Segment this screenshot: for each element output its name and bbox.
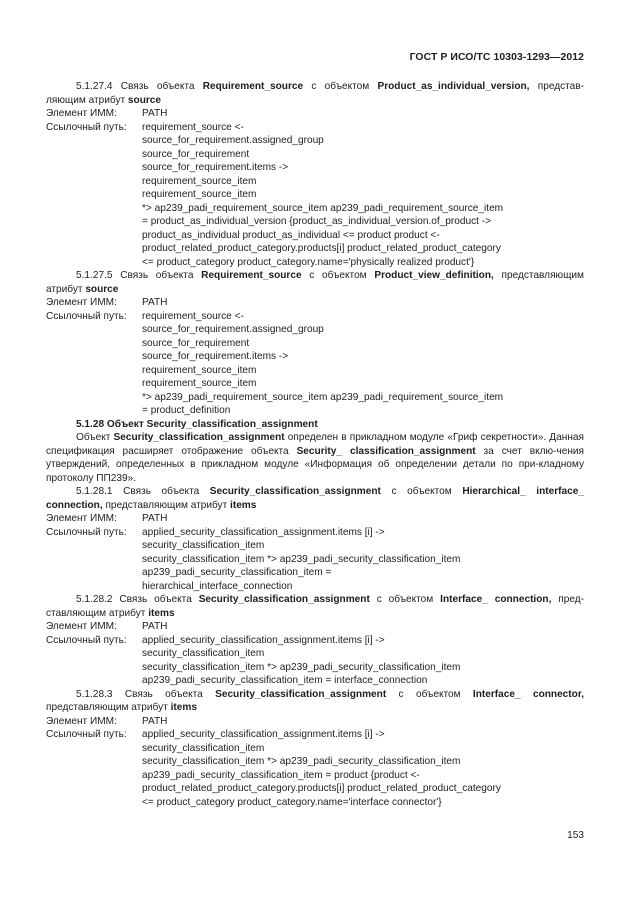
path-line: ap239_padi_security_classification_item = <box>142 567 332 578</box>
path-lines <box>142 728 501 809</box>
path-block <box>46 526 584 594</box>
path-line: ap239_padi_security_classification_item = product {product <- <box>142 769 420 781</box>
ref-path-label: Ссылочный путь: <box>46 634 127 646</box>
path-line: security_classification_item *> ap239_padi_security_classification_item <box>142 756 461 767</box>
path-block <box>46 728 584 809</box>
path-line: requirement_source <- <box>142 121 244 133</box>
text-run: с объектом <box>369 594 441 605</box>
entity-name: Interface_ connector, <box>472 688 584 700</box>
entity-name: Security_classification_assignment <box>198 594 370 605</box>
paragraph-5-1-28 <box>46 431 584 485</box>
path-line: source_for_requirement.items -> <box>142 351 289 362</box>
path-lines <box>142 310 503 418</box>
entity-name: Product_view_definition, <box>374 270 494 281</box>
paragraph-5-1-28-2 <box>46 593 584 620</box>
path-line: security_classification_item *> ap239_padi_security_classification_item <box>142 661 461 673</box>
element-label: Элемент ИММ: <box>46 715 117 727</box>
path-line: security_classification_item *> ap239_padi_security_classification_item <box>142 553 461 565</box>
text-run: представляющим атрибут <box>102 499 231 511</box>
paragraph-5-1-27-4 <box>46 80 584 107</box>
path-line: requirement_source_item <box>142 378 257 389</box>
path-line: <= product_category product_category.name='interface connector'} <box>142 796 442 808</box>
entity-name: Product_as_individual_version, <box>377 81 530 92</box>
attribute-name: source <box>127 94 162 106</box>
ref-path-label: Ссылочный путь: <box>46 729 127 740</box>
text-run: с объектом <box>386 688 473 700</box>
element-value: PATH <box>142 621 168 632</box>
text-run: 5.1.28.1 Связь объекта <box>76 486 210 497</box>
attribute-name: items <box>170 702 197 713</box>
path-lines <box>142 121 503 270</box>
attribute-name: items <box>148 607 175 619</box>
path-line: product_related_product_category.products[i] product_related_product_category <box>142 783 501 794</box>
page-number: 153 <box>567 830 584 841</box>
text-run: Объект <box>76 432 114 443</box>
path-lines <box>142 526 460 594</box>
path-line: requirement_source_item <box>142 364 257 376</box>
path-line: source_for_requirement.assigned_group <box>142 135 324 146</box>
path-line: requirement_source <- <box>142 310 244 322</box>
text-run: 5.1.28.2 Связь объекта <box>76 594 199 605</box>
entity-name: Requirement_source <box>201 270 302 281</box>
element-line <box>46 620 584 634</box>
paragraph-5-1-27-5 <box>46 269 584 296</box>
element-line <box>46 512 584 526</box>
element-value: PATH <box>142 297 168 308</box>
element-value: PATH <box>142 513 168 524</box>
element-label: Элемент ИММ: <box>46 297 117 308</box>
element-label: Элемент ИММ: <box>46 108 117 119</box>
text-run: представляющим атрибут <box>46 702 171 713</box>
text-run: представляющим атрибут <box>46 270 584 295</box>
path-line: source_for_requirement <box>142 337 250 349</box>
entity-name: Security_classification_assignment <box>215 688 387 700</box>
ref-path-label: Ссылочный путь: <box>46 121 127 133</box>
path-line: product_related_product_category.products[i] product_related_product_category <box>142 243 501 254</box>
element-line <box>46 296 584 310</box>
path-line: applied_security_classification_assignment.items [i] -> <box>142 634 385 646</box>
text-run: за счет вклю-чения утверждений, определенных в прикладном модуле «Информация об определении детали по при-кладному протоколу ПП239». <box>46 445 585 484</box>
path-line: requirement_source_item <box>142 189 257 200</box>
path-line: hierarchical_interface_connection <box>142 580 293 592</box>
element-line <box>46 107 584 121</box>
text-run: определен в прикладном модуле «Гриф секретности». Данная спецификация расширяет отображение объекта <box>46 432 584 457</box>
element-value: PATH <box>142 108 168 119</box>
text-run: с объектом <box>301 270 375 281</box>
path-line: *> ap239_padi_requirement_source_item ap239_padi_requirement_source_item <box>142 202 504 214</box>
page-content <box>46 80 584 809</box>
entity-name: Security_classification_assignment <box>113 432 285 443</box>
element-line <box>46 715 584 729</box>
path-line: source_for_requirement.items -> <box>142 162 289 173</box>
path-block <box>46 634 584 688</box>
attribute-name: source <box>85 283 119 295</box>
element-label: Элемент ИММ: <box>46 621 117 632</box>
path-line: <= product_category product_category.name='physically realized product'} <box>142 256 475 268</box>
paragraph-5-1-28-1 <box>46 485 584 512</box>
entity-name: Security_classification_assignment <box>209 486 381 497</box>
text-run: 5.1.27.4 Связь объекта <box>76 81 203 92</box>
path-block <box>46 121 584 270</box>
path-line: = product_definition <box>142 405 231 416</box>
element-value: PATH <box>142 715 168 727</box>
path-line: *> ap239_padi_requirement_source_item ap239_padi_requirement_source_item <box>142 391 504 403</box>
text-run: 5.1.27.5 Связь объекта <box>76 270 202 281</box>
path-block <box>46 310 584 418</box>
path-line: security_classification_item <box>142 742 265 754</box>
attribute-name: items <box>230 499 257 511</box>
path-line: security_classification_item <box>142 648 265 659</box>
path-line: product_as_individual product_as_individual <= product product <- <box>142 229 440 241</box>
path-line: applied_security_classification_assignment.items [i] -> <box>142 526 385 538</box>
text-run: представ-ляющим атрибут <box>46 81 584 106</box>
entity-name: Interface_ connection, <box>440 594 552 605</box>
text-run: 5.1.28.3 Связь объекта <box>76 688 216 700</box>
path-line: applied_security_classification_assignment.items [i] -> <box>142 729 385 740</box>
page-header: ГОСТ Р ИСО/ТС 10303-1293—2012 <box>409 52 584 63</box>
text-run: с объектом <box>303 81 378 92</box>
section-heading-5-1-28: 5.1.28 Объект Security_classification_assignment <box>76 418 318 430</box>
entity-name: Hierarchical_ interface_ connection, <box>46 486 585 511</box>
element-label: Элемент ИММ: <box>46 513 117 524</box>
path-line: = product_as_individual_version {product_as_individual_version.of_product -> <box>142 216 492 227</box>
ref-path-label: Ссылочный путь: <box>46 526 127 538</box>
path-line: requirement_source_item <box>142 175 257 187</box>
path-lines <box>142 634 460 688</box>
entity-name: Security_ classification_assignment <box>296 445 476 457</box>
path-line: security_classification_item <box>142 540 265 551</box>
text-run: пред-ставляющим атрибут <box>46 594 584 619</box>
ref-path-label: Ссылочный путь: <box>46 310 127 322</box>
path-line: source_for_requirement <box>142 148 250 160</box>
text-run: с объектом <box>380 486 463 497</box>
paragraph-5-1-28-3 <box>46 688 584 715</box>
path-line: source_for_requirement.assigned_group <box>142 324 324 335</box>
path-line: ap239_padi_security_classification_item = interface_connection <box>142 675 428 686</box>
entity-name: Requirement_source <box>202 81 304 92</box>
